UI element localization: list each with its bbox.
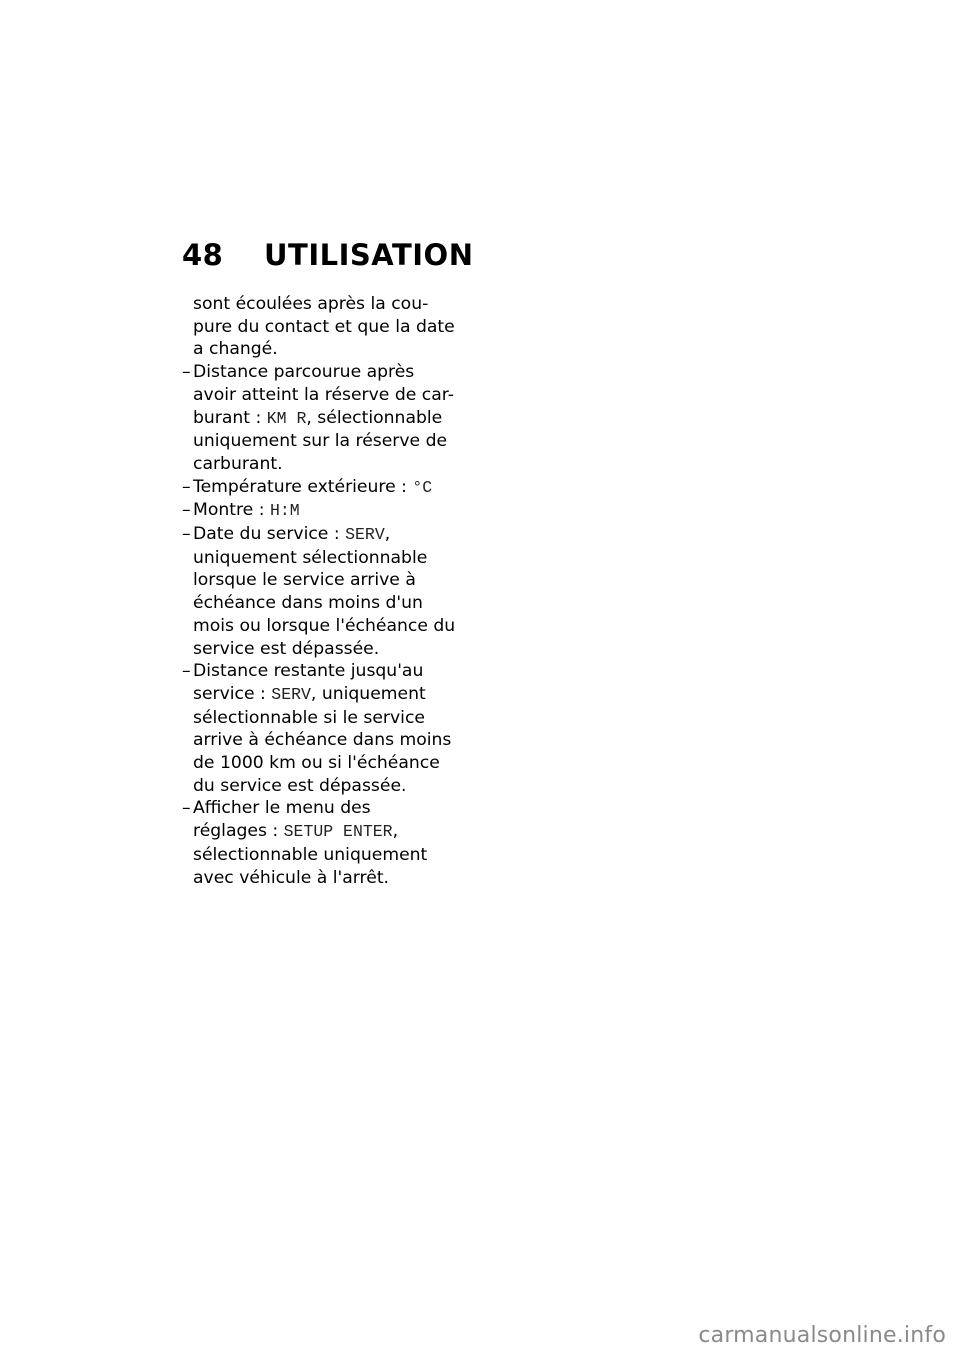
text-line: pure du contact et que la date: [193, 316, 455, 337]
bullet-dash: –: [182, 524, 191, 545]
text-line: [193, 660, 472, 683]
text-line: sont écoulées après la cou-: [193, 294, 429, 314]
text-run: , sélectionnable: [306, 407, 443, 428]
display-code: °C: [412, 477, 433, 497]
text-line: [193, 707, 472, 730]
list-item: [182, 523, 472, 660]
text-run: ,: [392, 821, 399, 842]
text-run: service :: [193, 683, 272, 704]
text-run: service est dépassée.: [193, 638, 380, 659]
text-line: [193, 523, 472, 547]
intro-paragraph: [182, 293, 472, 361]
page-header: [182, 238, 473, 272]
text-run: , uniquement: [310, 683, 426, 704]
text-run: Date du service :: [193, 524, 346, 545]
text-line: [193, 476, 472, 500]
text-line: [193, 729, 472, 752]
text-run: sélectionnable si le service: [193, 707, 425, 728]
text-run: réglages :: [193, 821, 284, 842]
display-code: KM R: [266, 408, 307, 428]
text-run: de 1000 km ou si l'échéance: [193, 753, 440, 774]
text-run: Distance restante jusqu'au: [193, 661, 424, 682]
text-run: sélectionnable uniquement: [193, 844, 428, 865]
text-line: [193, 615, 472, 638]
bullet-dash: –: [182, 798, 191, 819]
text-run: du service est dépassée.: [193, 775, 407, 796]
text-run: uniquement sur la réserve de: [193, 431, 448, 452]
text-run: ,: [384, 524, 391, 545]
text-line: [193, 683, 472, 707]
bullet-dash: –: [182, 661, 191, 682]
text-line: [193, 384, 472, 407]
text-run: mois ou lorsque l'échéance du: [193, 615, 456, 636]
section-title: UTILISATION: [264, 238, 474, 272]
text-line: [193, 361, 472, 384]
page-number: 48: [182, 238, 224, 272]
text-line: [193, 820, 472, 844]
text-line: [193, 797, 472, 820]
bullet-dash: –: [182, 362, 191, 383]
text-line: [193, 775, 472, 798]
text-run: lorsque le service arrive à: [193, 570, 416, 591]
text-run: Montre :: [193, 500, 270, 521]
text-line: [193, 453, 472, 476]
list-item: [182, 797, 472, 889]
display-code: SERV: [345, 525, 385, 545]
text-run: avec véhicule à l'arrêt.: [193, 867, 390, 888]
text-run: carburant.: [193, 453, 283, 474]
list-item: [182, 499, 472, 523]
text-run: uniquement sélectionnable: [193, 547, 428, 568]
text-run: Température extérieure :: [193, 476, 413, 497]
text-line: [193, 407, 472, 431]
display-code: H:M: [269, 501, 300, 521]
text-line: [193, 638, 472, 661]
bullet-dash: –: [182, 500, 191, 521]
text-run: Afficher le menu des: [193, 798, 371, 819]
text-line: [193, 867, 472, 890]
text-line: a changé.: [193, 339, 278, 360]
list-item: [182, 476, 472, 500]
watermark: carmanualsonline.info: [698, 1323, 946, 1348]
text-line: [193, 592, 472, 615]
text-run: arrive à échéance dans moins: [193, 730, 452, 751]
text-line: [193, 844, 472, 867]
text-line: [193, 752, 472, 775]
text-line: [193, 430, 472, 453]
list-item: [182, 660, 472, 797]
item-list: [182, 361, 472, 889]
text-line: [193, 569, 472, 592]
text-line: [193, 547, 472, 570]
text-run: avoir atteint la réserve de car-: [193, 384, 454, 405]
bullet-dash: –: [182, 476, 191, 497]
text-line: [193, 499, 472, 523]
page-body: [182, 293, 472, 889]
text-run: Distance parcourue après: [193, 362, 415, 383]
text-run: burant :: [193, 407, 267, 428]
display-code: SERV: [271, 684, 311, 704]
list-item: [182, 361, 472, 476]
text-run: échéance dans moins d'un: [193, 593, 423, 614]
display-code: SETUP ENTER: [283, 822, 393, 842]
